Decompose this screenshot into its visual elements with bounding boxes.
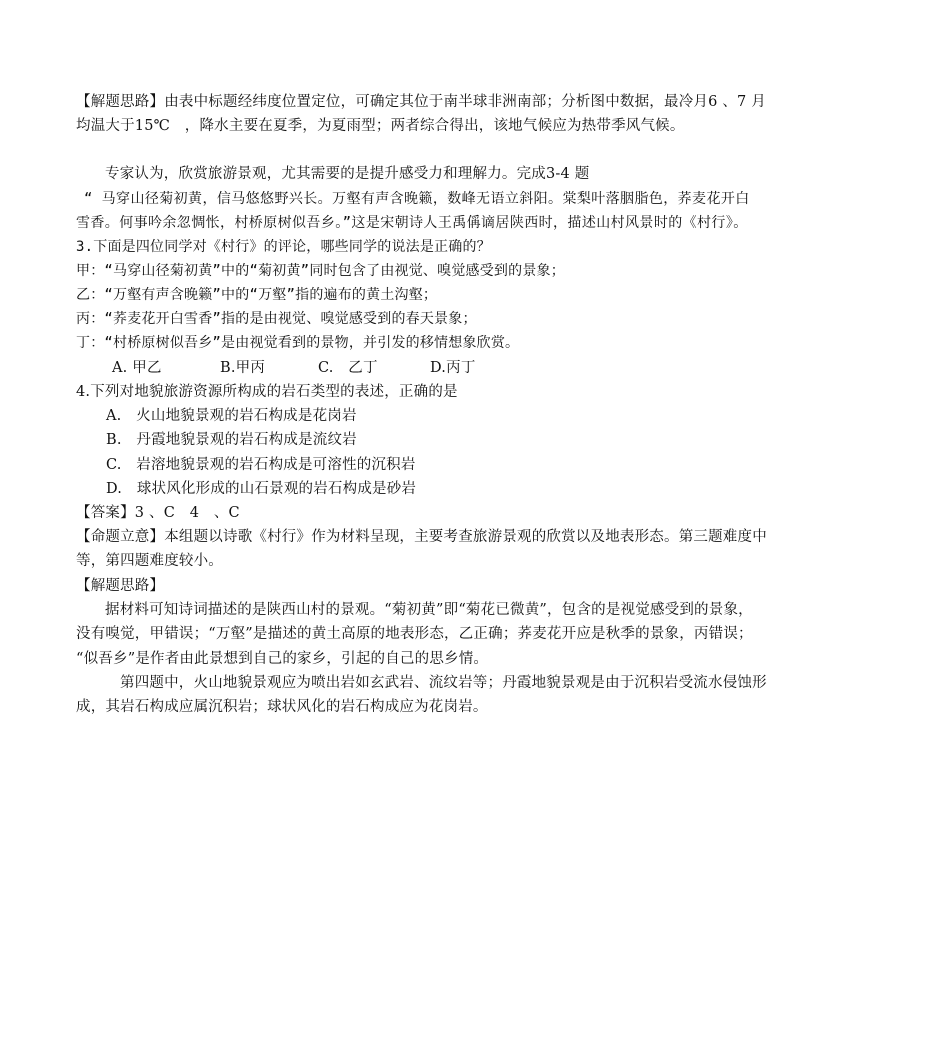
question-4-option-d: D. 球状风化形成的山石景观的岩石构成是砂岩 [106,481,417,497]
analysis-prev-line-1: 【解题思路】由表中标题经纬度位置定位，可确定其位于南半球非洲南部；分析图中数据，最冷月6 、7 月 [76,94,766,110]
poem-line-2: 雪香。何事吟余忽惆怅，村桥原树似吾乡。”这是宋朝诗人王禹偁谪居陕西时，描述山村风景时的《村行》。 [76,215,748,231]
analysis-heading: 【解题思路】 [76,578,165,594]
question-3-statement-yi: 乙：“万壑有声含晚籁”中的“万壑”指的遍布的黄土沟壑； [76,287,438,303]
question-3-option-a: A. 甲乙 [112,360,162,376]
question-4-stem: 4.下列对地貌旅游资源所构成的岩石类型的表述，正确的是 [76,384,458,400]
question-4-option-b: B. 丹霞地貌景观的岩石构成是流纹岩 [106,432,357,448]
question-3-option-c: C. 乙丁 [318,360,378,376]
intent-line-2: 等，第四题难度较小。 [76,553,223,569]
poem-line-1: “ 马穿山径菊初黄，信马悠悠野兴长。万壑有声含晚籁，数峰无语立斜阳。棠梨叶落胭脂色，荞麦花开白 [84,191,750,207]
question-3-option-b: B.甲丙 [220,360,266,376]
question-3-statement-bing: 丙：“荞麦花开白雪香”指的是由视觉、嗅觉感受到的春天景象； [76,311,477,327]
question-3-option-d: D.丙丁 [430,360,476,376]
question-3-statement-ding: 丁：“村桥原树似吾乡”是由视觉看到的景物，并引发的移情想象欣赏。 [76,335,520,351]
analysis-paragraph-1-line-3: “似吾乡”是作者由此景想到自己的家乡，引起的自己的思乡情。 [76,651,489,667]
question-4-option-c: C. 岩溶地貌景观的岩石构成是可溶性的沉积岩 [106,457,416,473]
analysis-paragraph-2-line-1: 第四题中，火山地貌景观应为喷出岩如玄武岩、流纹岩等；丹霞地貌景观是由于沉积岩受流水侵蚀形 [120,675,767,691]
intent-line-1: 【命题立意】本组题以诗歌《村行》作为材料呈现，主要考查旅游景观的欣赏以及地表形态。第三题难度中 [76,529,767,545]
analysis-paragraph-2-line-2: 成，其岩石构成应属沉积岩；球状风化的岩石构成应为花岗岩。 [76,699,488,715]
passage-intro: 专家认为，欣赏旅游景观，尤其需要的是提升感受力和理解力。完成3-4 题 [105,166,590,182]
question-4-option-a: A. 火山地貌景观的岩石构成是花岗岩 [106,408,357,424]
question-3-statement-jia: 甲：“马穿山径菊初黄”中的“菊初黄”同时包含了由视觉、嗅觉感受到的景象； [76,263,565,279]
answer-line: 【答案】3 、C 4 、C [76,505,240,521]
analysis-paragraph-1-line-2: 没有嗅觉，甲错误；“万壑”是描述的黄土高原的地表形态，乙正确；荞麦花开应是秋季的景象，丙错误； [76,626,753,642]
analysis-prev-line-2: 均温大于15℃ ，降水主要在夏季，为夏雨型；两者综合得出，该地气候应为热带季风气候。 [76,118,685,134]
analysis-paragraph-1-line-1: 据材料可知诗词描述的是陕西山村的景观。“菊初黄”即“菊花已微黄”，包含的是视觉感受到的景象， [105,602,753,618]
question-3-stem: 3.下面是四位同学对《村行》的评论，哪些同学的说法是正确的？ [76,239,491,255]
